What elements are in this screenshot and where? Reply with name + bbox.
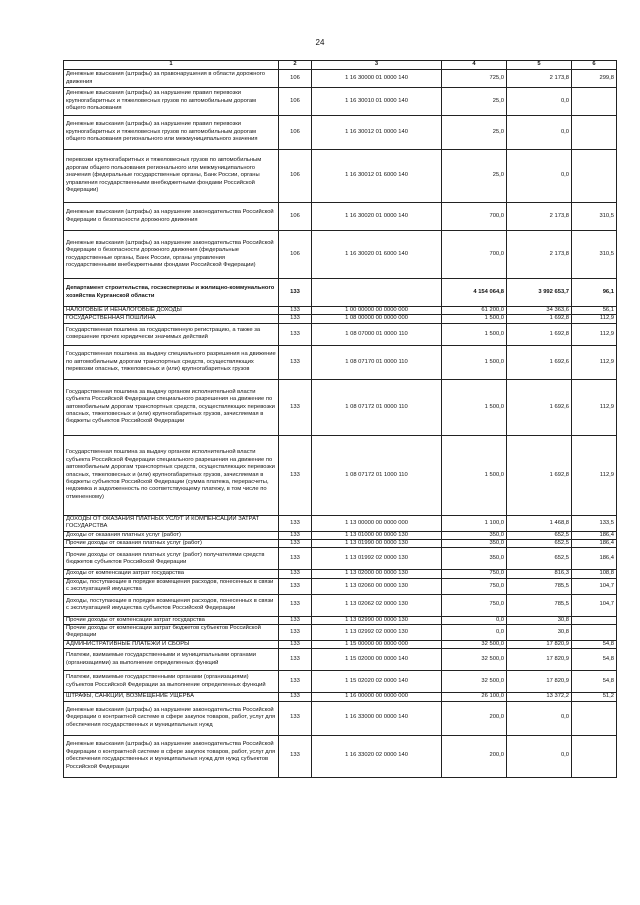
row-percent-cell: 310,5	[572, 231, 617, 279]
row-fact-cell: 652,5	[507, 531, 572, 539]
row-fact-cell: 17 820,9	[507, 640, 572, 648]
row-admin-code-cell: 133	[279, 307, 312, 315]
row-budget-code-cell: 1 13 02992 02 0000 130	[312, 625, 442, 641]
row-name-cell: Департамент строительства, госэкспертизы и жилищно-коммунального хозяйства Курганской области	[64, 279, 279, 307]
row-budget-code-cell: 1 13 02060 00 0000 130	[312, 578, 442, 594]
row-name-cell: Денежные взыскания (штрафы) за нарушение законодательства Российской Федерации о контрактной системе в сфере закупок товаров, работ, услуг для обеспечения государственных и муниципальных нужд	[64, 701, 279, 735]
table-row	[64, 379, 617, 435]
row-admin-code-cell: 133	[279, 693, 312, 701]
row-percent-cell: 112,9	[572, 345, 617, 379]
row-budget-code-cell: 1 15 00000 00 0000 000	[312, 640, 442, 648]
table-row	[64, 531, 617, 539]
row-admin-code-cell: 106	[279, 116, 312, 150]
row-percent-cell: 186,4	[572, 548, 617, 570]
row-budget-code-cell: 1 08 07172 01 1000 110	[312, 435, 442, 515]
row-budget-code-cell: 1 13 01990 00 0000 130	[312, 540, 442, 548]
row-fact-cell: 1 692,8	[507, 435, 572, 515]
row-budget-code-cell: 1 16 30000 01 0000 140	[312, 70, 442, 88]
row-admin-code-cell: 106	[279, 88, 312, 116]
row-fact-cell: 0,0	[507, 116, 572, 150]
row-admin-code-cell: 133	[279, 515, 312, 531]
table-row	[64, 616, 617, 624]
row-budget-code-cell: 1 16 00000 00 0000 000	[312, 693, 442, 701]
row-budget-code-cell: 1 08 00000 00 0000 000	[312, 315, 442, 323]
row-percent-cell: 112,9	[572, 323, 617, 345]
row-name-cell: Государственная пошлина за выдачу специального разрешения на движение по автомобильным дорогам транспортных средств, осуществляющих перевозки опасных, тяжеловесных и (или) крупногабаритных грузов	[64, 345, 279, 379]
row-name-cell: Прочие доходы от оказания платных услуг (работ)	[64, 540, 279, 548]
row-plan-cell: 32 500,0	[442, 671, 507, 693]
row-plan-cell: 1 500,0	[442, 345, 507, 379]
row-admin-code-cell: 133	[279, 279, 312, 307]
row-admin-code-cell: 133	[279, 323, 312, 345]
row-admin-code-cell: 133	[279, 540, 312, 548]
row-plan-cell: 25,0	[442, 150, 507, 203]
table-row	[64, 345, 617, 379]
row-admin-code-cell: 133	[279, 570, 312, 578]
row-name-cell: НАЛОГОВЫЕ И НЕНАЛОГОВЫЕ ДОХОДЫ	[64, 307, 279, 315]
row-fact-cell: 2 173,8	[507, 231, 572, 279]
row-fact-cell: 785,5	[507, 594, 572, 616]
row-fact-cell: 3 992 653,7	[507, 279, 572, 307]
row-plan-cell: 0,0	[442, 625, 507, 641]
row-budget-code-cell: 1 08 07172 01 0000 110	[312, 379, 442, 435]
row-name-cell: Доходы от компенсации затрат государства	[64, 570, 279, 578]
table-row	[64, 540, 617, 548]
row-plan-cell: 0,0	[442, 616, 507, 624]
row-fact-cell: 13 372,2	[507, 693, 572, 701]
row-plan-cell: 350,0	[442, 548, 507, 570]
row-percent-cell: 299,8	[572, 70, 617, 88]
table-row	[64, 701, 617, 735]
row-plan-cell: 4 154 064,8	[442, 279, 507, 307]
table-row	[64, 625, 617, 641]
row-name-cell: Государственная пошлина за выдачу органом исполнительной власти субъекта Российской Федерации специального разрешения на движение по автомобильным дорогам транспортных средств, осуществляющих перевозки опасных, тяжеловесных и (или) крупногабаритных грузов, зачисляемая в бюджеты субъектов Российской Федерации	[64, 379, 279, 435]
row-admin-code-cell: 133	[279, 315, 312, 323]
row-admin-code-cell: 133	[279, 640, 312, 648]
row-percent-cell: 54,8	[572, 649, 617, 671]
row-name-cell: Прочие доходы от компенсации затрат бюджетов субъектов Российской Федерации	[64, 625, 279, 641]
column-header: 4	[442, 61, 507, 70]
row-name-cell: Денежные взыскания (штрафы) за нарушение правил перевозки крупногабаритных и тяжеловесных грузов по автомобильным дорогам общего пользования	[64, 88, 279, 116]
row-name-cell: Доходы от оказания платных услуг (работ)	[64, 531, 279, 539]
row-admin-code-cell: 106	[279, 150, 312, 203]
row-budget-code-cell: 1 13 01992 02 0000 130	[312, 548, 442, 570]
column-header: 6	[572, 61, 617, 70]
row-admin-code-cell: 133	[279, 548, 312, 570]
row-fact-cell: 652,5	[507, 548, 572, 570]
row-budget-code-cell: 1 13 00000 00 0000 000	[312, 515, 442, 531]
row-admin-code-cell: 133	[279, 531, 312, 539]
row-admin-code-cell: 133	[279, 594, 312, 616]
row-fact-cell: 0,0	[507, 150, 572, 203]
row-percent-cell: 133,5	[572, 515, 617, 531]
row-fact-cell: 2 173,8	[507, 203, 572, 231]
row-name-cell: Государственная пошлина за государственную регистрацию, а также за совершение прочих юридически значимых действий	[64, 323, 279, 345]
row-fact-cell: 30,8	[507, 616, 572, 624]
row-budget-code-cell: 1 16 30012 01 0000 140	[312, 116, 442, 150]
row-name-cell: ГОСУДАРСТВЕННАЯ ПОШЛИНА	[64, 315, 279, 323]
row-budget-code-cell: 1 16 33020 02 0000 140	[312, 735, 442, 777]
table-row	[64, 279, 617, 307]
table-row	[64, 578, 617, 594]
row-admin-code-cell: 133	[279, 616, 312, 624]
row-fact-cell: 785,5	[507, 578, 572, 594]
row-percent-cell	[572, 88, 617, 116]
row-name-cell: ШТРАФЫ, САНКЦИИ, ВОЗМЕЩЕНИЕ УЩЕРБА	[64, 693, 279, 701]
row-budget-code-cell: 1 15 02000 00 0000 140	[312, 649, 442, 671]
row-fact-cell: 1 468,8	[507, 515, 572, 531]
row-percent-cell: 104,7	[572, 594, 617, 616]
row-admin-code-cell: 133	[279, 625, 312, 641]
table-row	[64, 116, 617, 150]
row-percent-cell	[572, 701, 617, 735]
table-row	[64, 693, 617, 701]
row-admin-code-cell: 133	[279, 345, 312, 379]
row-plan-cell: 1 100,0	[442, 515, 507, 531]
table-header-row	[64, 61, 617, 70]
row-fact-cell: 1 692,8	[507, 323, 572, 345]
row-plan-cell: 1 500,0	[442, 379, 507, 435]
table-row	[64, 70, 617, 88]
row-plan-cell: 350,0	[442, 540, 507, 548]
row-admin-code-cell: 106	[279, 203, 312, 231]
row-budget-code-cell: 1 16 30012 01 6000 140	[312, 150, 442, 203]
table-row	[64, 640, 617, 648]
row-name-cell: Денежные взыскания (штрафы) за правонарушения в области дорожного движения	[64, 70, 279, 88]
row-percent-cell	[572, 616, 617, 624]
row-fact-cell: 0,0	[507, 735, 572, 777]
row-name-cell: Платежи, взимаемые государственными и муниципальными органами (организациями) за выполнение определенных функций	[64, 649, 279, 671]
column-header: 3	[312, 61, 442, 70]
row-name-cell: Платежи, взимаемые государственными органами (организациями) субъектов Российской Федерации за выполнение определенных функций	[64, 671, 279, 693]
row-plan-cell: 32 500,0	[442, 649, 507, 671]
row-plan-cell: 200,0	[442, 701, 507, 735]
row-admin-code-cell: 106	[279, 231, 312, 279]
table-row	[64, 671, 617, 693]
column-header: 1	[64, 61, 279, 70]
row-fact-cell: 0,0	[507, 701, 572, 735]
table-row	[64, 735, 617, 777]
row-budget-code-cell: 1 08 07170 01 0000 110	[312, 345, 442, 379]
row-fact-cell: 30,8	[507, 625, 572, 641]
row-percent-cell: 104,7	[572, 578, 617, 594]
row-percent-cell: 112,9	[572, 435, 617, 515]
row-name-cell: Доходы, поступающие в порядке возмещения расходов, понесенных в связи с эксплуатацией имущества субъектов Российской Федерации	[64, 594, 279, 616]
row-fact-cell: 0,0	[507, 88, 572, 116]
row-name-cell: Прочие доходы от компенсации затрат государства	[64, 616, 279, 624]
row-name-cell: Денежные взыскания (штрафы) за нарушение законодательства Российской Федерации о безопасности дорожного движения	[64, 203, 279, 231]
row-admin-code-cell: 133	[279, 701, 312, 735]
row-percent-cell: 56,1	[572, 307, 617, 315]
row-fact-cell: 34 363,6	[507, 307, 572, 315]
row-budget-code-cell: 1 16 30010 01 0000 140	[312, 88, 442, 116]
table-row	[64, 315, 617, 323]
row-percent-cell	[572, 735, 617, 777]
row-budget-code-cell: 1 15 02020 02 0000 140	[312, 671, 442, 693]
row-percent-cell: 108,8	[572, 570, 617, 578]
row-percent-cell: 186,4	[572, 540, 617, 548]
row-admin-code-cell: 133	[279, 735, 312, 777]
table-row	[64, 307, 617, 315]
row-plan-cell: 26 100,0	[442, 693, 507, 701]
row-name-cell: Доходы, поступающие в порядке возмещения расходов, понесенных в связи с эксплуатацией имущества	[64, 578, 279, 594]
row-name-cell: Денежные взыскания (штрафы) за нарушение правил перевозки крупногабаритных и тяжеловесных грузов по автомобильным дорогам общего пользования регионального или межмуниципального значения	[64, 116, 279, 150]
row-admin-code-cell: 133	[279, 435, 312, 515]
row-fact-cell: 2 173,8	[507, 70, 572, 88]
row-plan-cell: 1 500,0	[442, 323, 507, 345]
row-percent-cell: 51,2	[572, 693, 617, 701]
table-row	[64, 570, 617, 578]
table-row	[64, 88, 617, 116]
row-fact-cell: 652,5	[507, 540, 572, 548]
row-plan-cell: 32 500,0	[442, 640, 507, 648]
row-budget-code-cell: 1 13 02000 00 0000 130	[312, 570, 442, 578]
row-plan-cell: 750,0	[442, 578, 507, 594]
row-percent-cell	[572, 625, 617, 641]
row-admin-code-cell: 133	[279, 578, 312, 594]
table-row	[64, 515, 617, 531]
row-budget-code-cell: 1 00 00000 00 0000 000	[312, 307, 442, 315]
row-percent-cell: 54,8	[572, 671, 617, 693]
row-admin-code-cell: 133	[279, 671, 312, 693]
row-plan-cell: 700,0	[442, 231, 507, 279]
row-percent-cell: 112,9	[572, 379, 617, 435]
row-percent-cell: 96,1	[572, 279, 617, 307]
page-number: 24	[315, 38, 325, 47]
row-plan-cell: 25,0	[442, 116, 507, 150]
row-fact-cell: 1 692,6	[507, 345, 572, 379]
row-admin-code-cell: 106	[279, 70, 312, 88]
row-plan-cell: 350,0	[442, 531, 507, 539]
row-name-cell: Государственная пошлина за выдачу органом исполнительной власти субъекта Российской Федерации специального разрешения на движение по автомобильным дорогам транспортных средств, осуществляющих перевозки опасных, тяжеловесных и (или) крупногабаритных грузов, зачисляемая в бюджеты субъектов Российской Федерации (сумма платежа, перерасчеты, недоимка и задолженность по соответствующему платежу, в том числе по отмененному)	[64, 435, 279, 515]
row-fact-cell: 1 692,8	[507, 315, 572, 323]
row-percent-cell	[572, 150, 617, 203]
revenue-table	[63, 60, 617, 778]
row-percent-cell: 310,5	[572, 203, 617, 231]
table-row	[64, 203, 617, 231]
row-name-cell: Денежные взыскания (штрафы) за нарушение законодательства Российской Федерации о безопасности дорожного движения (федеральные государственные органы, Банк России, органы управления государственными внебюджетными фондами Российской Федерации)	[64, 231, 279, 279]
row-budget-code-cell: 1 16 33000 00 0000 140	[312, 701, 442, 735]
row-budget-code-cell	[312, 279, 442, 307]
row-admin-code-cell: 133	[279, 649, 312, 671]
row-name-cell: ДОХОДЫ ОТ ОКАЗАНИЯ ПЛАТНЫХ УСЛУГ И КОМПЕНСАЦИИ ЗАТРАТ ГОСУДАРСТВА	[64, 515, 279, 531]
row-budget-code-cell: 1 13 01000 00 0000 130	[312, 531, 442, 539]
row-budget-code-cell: 1 08 07000 01 0000 110	[312, 323, 442, 345]
table-row	[64, 323, 617, 345]
row-fact-cell: 1 692,6	[507, 379, 572, 435]
row-plan-cell: 700,0	[442, 203, 507, 231]
row-plan-cell: 25,0	[442, 88, 507, 116]
row-name-cell: Прочие доходы от оказания платных услуг (работ) получателями средств бюджетов субъектов Российской Федерации	[64, 548, 279, 570]
row-admin-code-cell: 133	[279, 379, 312, 435]
row-percent-cell: 112,9	[572, 315, 617, 323]
row-plan-cell: 61 200,0	[442, 307, 507, 315]
row-plan-cell: 725,0	[442, 70, 507, 88]
row-budget-code-cell: 1 13 02990 00 0000 130	[312, 616, 442, 624]
row-fact-cell: 17 820,9	[507, 671, 572, 693]
table-row	[64, 435, 617, 515]
row-name-cell: АДМИНИСТРАТИВНЫЕ ПЛАТЕЖИ И СБОРЫ	[64, 640, 279, 648]
row-name-cell: перевозки крупногабаритных и тяжеловесных грузов по автомобильным дорогам общего пользования регионального или межмуниципального значения (федеральные государственные органы, Банк России, органы управления государственными внебюджетными фондами Российской Федерации)	[64, 150, 279, 203]
row-plan-cell: 200,0	[442, 735, 507, 777]
row-name-cell: Денежные взыскания (штрафы) за нарушение законодательства Российской Федерации о контрактной системе в сфере закупок товаров, работ, услуг для обеспечения государственных и муниципальных нужд для нужд субъектов Российской Федерации	[64, 735, 279, 777]
row-fact-cell: 17 820,9	[507, 649, 572, 671]
row-plan-cell: 750,0	[442, 594, 507, 616]
table-row	[64, 150, 617, 203]
row-plan-cell: 1 500,0	[442, 315, 507, 323]
row-percent-cell	[572, 116, 617, 150]
table-row	[64, 594, 617, 616]
row-budget-code-cell: 1 16 30020 01 6000 140	[312, 231, 442, 279]
row-plan-cell: 750,0	[442, 570, 507, 578]
row-plan-cell: 1 500,0	[442, 435, 507, 515]
row-percent-cell: 54,8	[572, 640, 617, 648]
table-row	[64, 231, 617, 279]
column-header: 5	[507, 61, 572, 70]
row-fact-cell: 816,3	[507, 570, 572, 578]
row-budget-code-cell: 1 13 02062 02 0000 130	[312, 594, 442, 616]
column-header: 2	[279, 61, 312, 70]
table-row	[64, 649, 617, 671]
table-row	[64, 548, 617, 570]
row-budget-code-cell: 1 16 30020 01 0000 140	[312, 203, 442, 231]
row-percent-cell: 186,4	[572, 531, 617, 539]
